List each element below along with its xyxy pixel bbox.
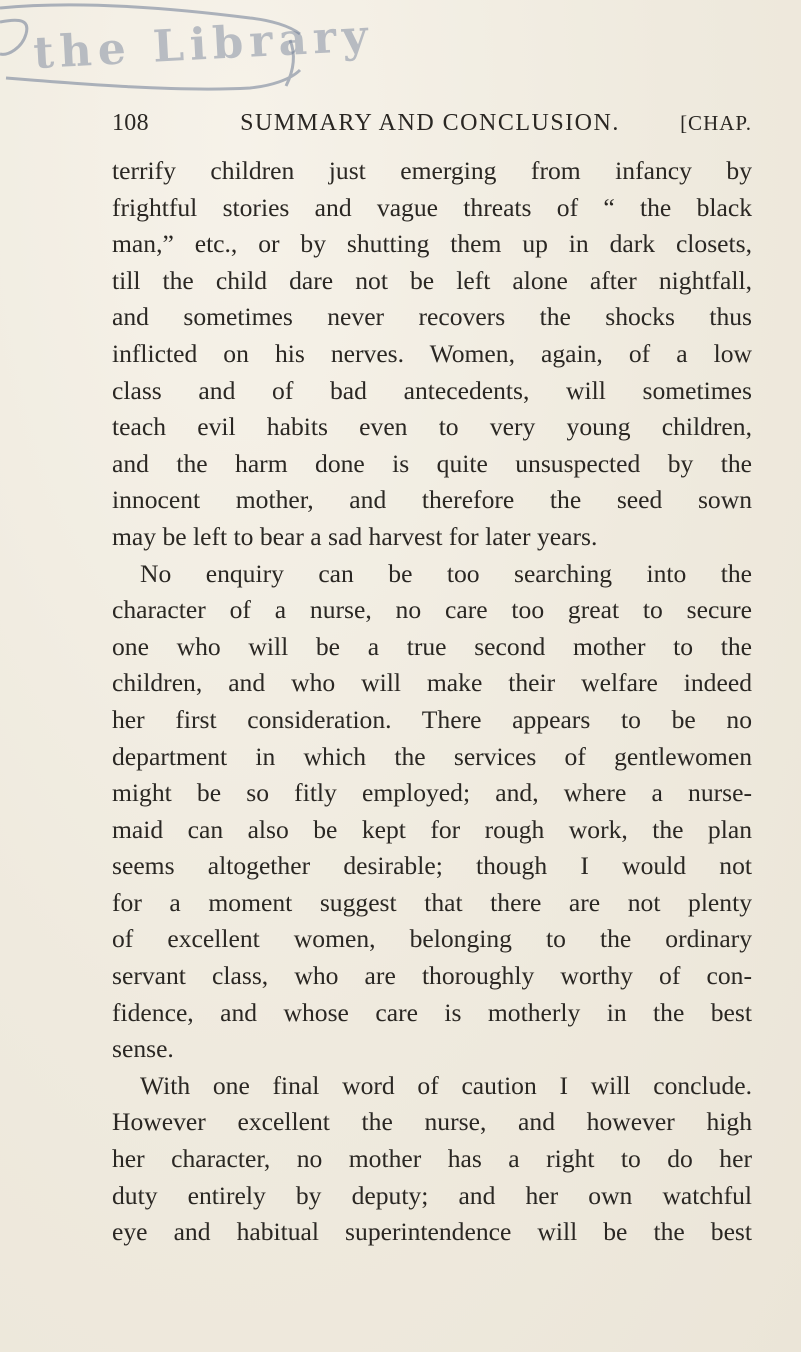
- text-line: inflicted on his nerves. Women, again, of a low: [112, 338, 752, 368]
- text-line: her character, no mother has a right to do her: [112, 1144, 752, 1174]
- running-header: [112, 106, 752, 140]
- text-line: fidence, and whose care is motherly in the best: [112, 997, 752, 1027]
- text-line: terrify children just emerging from infancy by: [112, 156, 752, 185]
- page-number: 108: [112, 110, 149, 136]
- text-line: seems altogether desirable; though I would not: [112, 851, 752, 881]
- text-line: frightful stories and vague threats of “ the black: [112, 192, 752, 222]
- text-line: department in which the services of gentlewomen: [112, 741, 752, 771]
- text-line: However excellent the nurse, and however high: [112, 1107, 752, 1137]
- library-stamp: [0, 0, 375, 100]
- stamp-text: the Library: [32, 10, 375, 80]
- text-line: class and of bad antecedents, will sometimes: [112, 375, 752, 405]
- text-line: one who will be a true second mother to the: [112, 631, 752, 661]
- text-line: character of a nurse, no care too great to secure: [112, 595, 752, 625]
- text-line: With one final word of caution I will conclude.: [140, 1070, 752, 1100]
- text-line: man,” etc., or by shutting them up in dark closets,: [112, 229, 752, 259]
- text-line: eye and habitual superintendence will be the best: [112, 1217, 752, 1247]
- running-title: SUMMARY AND CONCLUSION.: [240, 110, 620, 136]
- text-line: and sometimes never recovers the shocks thus: [112, 302, 752, 332]
- text-line: duty entirely by deputy; and her own watchful: [112, 1180, 752, 1210]
- text-line: teach evil habits even to very young children,: [112, 412, 752, 442]
- body-text: [112, 153, 752, 1251]
- text-line: her first consideration. There appears to be no: [112, 704, 752, 734]
- text-line: till the child dare not be left alone after nightfall,: [112, 265, 752, 295]
- text-line: for a moment suggest that there are not plenty: [112, 887, 752, 917]
- text-line: maid can also be kept for rough work, the plan: [112, 814, 752, 844]
- chapter-mark: [CHAP.: [680, 111, 752, 135]
- text-line: servant class, who are thoroughly worthy of con-: [112, 961, 752, 991]
- text-line: children, and who will make their welfare indeed: [112, 668, 752, 698]
- text-line: innocent mother, and therefore the seed sown: [112, 485, 752, 515]
- text-line: may be left to bear a sad harvest for later years.: [112, 521, 598, 551]
- text-line: might be so fitly employed; and, where a nurse-: [112, 778, 752, 808]
- text-line: sense.: [112, 1034, 174, 1064]
- text-line: No enquiry can be too searching into the: [140, 558, 752, 588]
- text-line: of excellent women, belonging to the ordinary: [112, 924, 752, 954]
- text-line: and the harm done is quite unsuspected by the: [112, 448, 752, 478]
